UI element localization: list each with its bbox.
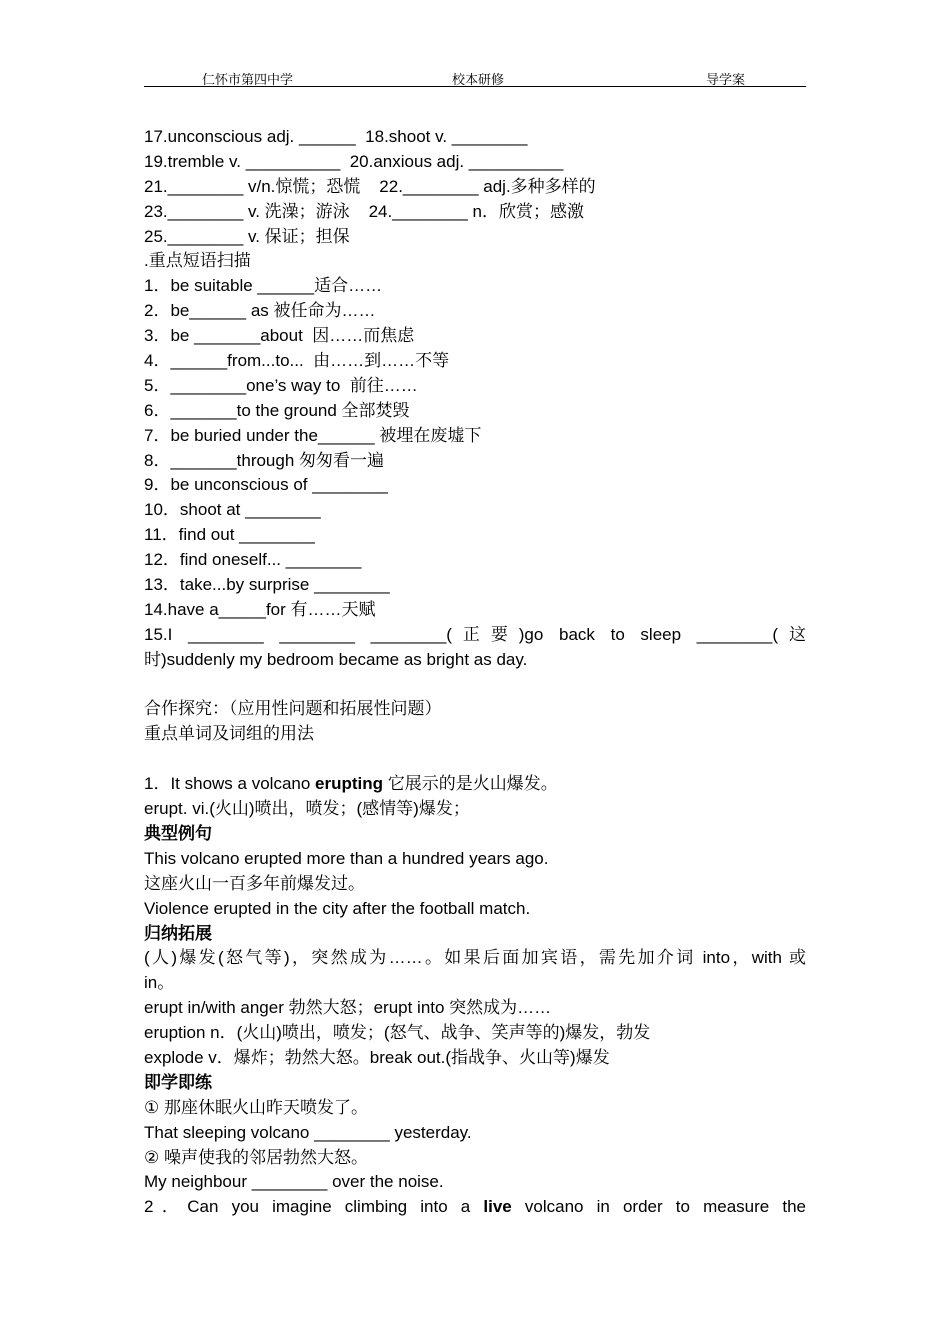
- word-item: 23.________ v. 洗澡；游泳 24.________ n．欣赏；感激: [144, 201, 585, 221]
- phrase-item: 10．shoot at ________: [144, 500, 321, 520]
- summary-title: 归纳拓展: [144, 923, 212, 943]
- example-item: This volcano erupted more than a hundred years ago.: [144, 848, 549, 868]
- examples-title: 典型例句: [144, 823, 212, 843]
- school-name: 仁怀市第四中学: [202, 73, 294, 88]
- spacer: [144, 747, 806, 772]
- phrase-item: 7．be buried under the______ 被埋在废墟下: [144, 425, 482, 445]
- usage-2-start: 2．Can you imagine climbing into a: [144, 1197, 484, 1217]
- usage-1-sentence: [144, 772, 806, 797]
- phrase-item: 5．________one’s way to 前往……: [144, 375, 418, 395]
- phrase-item-15-line1: 15.I ________ ________ ________(正要)go back to sleep ________(这: [144, 624, 806, 644]
- phrase-item: 9．be unconscious of ________: [144, 475, 388, 495]
- phrase-item: 1．be suitable ______适合……: [144, 276, 383, 296]
- word-item: 25.________ v. 保证；担保: [144, 226, 350, 246]
- practice-item: My neighbour ________ over the noise.: [144, 1172, 444, 1192]
- practice-item: That sleeping volcano ________ yesterday.: [144, 1122, 472, 1142]
- phrase-item: 11．find out ________: [144, 525, 315, 545]
- phrase-item-15-line2: 时)suddenly my bedroom became as bright as day.: [144, 649, 528, 669]
- usage-1-start: 1．It shows a volcano: [144, 774, 316, 794]
- summary-item: explode v．爆炸；勃然大怒。break out.(指战争、火山等)爆发: [144, 1047, 610, 1067]
- usage-2-end: volcano in order to measure the: [511, 1197, 806, 1217]
- usage-2-keyword: live: [483, 1197, 512, 1217]
- practice-item: ① 那座休眠火山昨天喷发了。: [144, 1097, 368, 1117]
- phrase-item: 6．_______to the ground 全部焚毁: [144, 400, 410, 420]
- phrase-item: 2．be______ as 被任命为……: [144, 301, 376, 321]
- header-category: 校本研修: [452, 73, 505, 88]
- usage-1-keyword: erupting: [315, 774, 384, 794]
- usage-2-sentence: [144, 1195, 806, 1220]
- header-doc-type: 导学案: [706, 73, 746, 88]
- summary-item: erupt in/with anger 勃然大怒；erupt into 突然成为……: [144, 998, 552, 1018]
- example-item: 这座火山一百多年前爆发过。: [144, 873, 365, 893]
- cooperation-title: 合作探究：（应用性问题和拓展性问题）: [144, 699, 442, 719]
- usage-1-definition: erupt. vi.(火山)喷出，喷发；(感情等)爆发；: [144, 799, 470, 819]
- practice-title: 即学即练: [144, 1072, 212, 1092]
- usage-1-end: 它展示的是火山爆发。: [383, 774, 558, 794]
- phrase-item: 8．_______through 匆匆看一遍: [144, 450, 385, 470]
- word-item: 21.________ v/n.惊慌；恐慌 22.________ adj.多种多样的: [144, 176, 596, 196]
- word-item: 17.unconscious adj. ______ 18.shoot v. ________: [144, 127, 528, 146]
- phrase-item: 12．find oneself... ________: [144, 550, 362, 570]
- page-header: [144, 66, 806, 87]
- word-item: 19.tremble v. __________ 20.anxious adj. __________: [144, 151, 564, 171]
- worksheet-body: [144, 125, 806, 1220]
- summary-paragraph-line1: (人)爆发(怒气等)，突然成为……。如果后面加宾语，需先加介词 into，with 或: [144, 948, 806, 968]
- phrase-item: 13．take...by surprise ________: [144, 575, 390, 595]
- example-item: Violence erupted in the city after the football match.: [144, 898, 531, 918]
- phrase-item: 3．be _______about 因……而焦虑: [144, 326, 415, 346]
- phrases-title: .重点短语扫描: [144, 251, 251, 271]
- phrase-item: 14.have a_____for 有……天赋: [144, 599, 376, 619]
- spacer: [144, 673, 806, 698]
- phrase-item: 4．______from...to... 由……到……不等: [144, 351, 450, 371]
- practice-item: ② 噪声使我的邻居勃然大怒。: [144, 1147, 368, 1167]
- cooperation-subtitle: 重点单词及词组的用法: [144, 724, 314, 744]
- summary-item: eruption n．(火山)喷出，喷发；(怒气、战争、笑声等的)爆发，勃发: [144, 1023, 651, 1043]
- summary-paragraph-line2: in。: [144, 973, 175, 993]
